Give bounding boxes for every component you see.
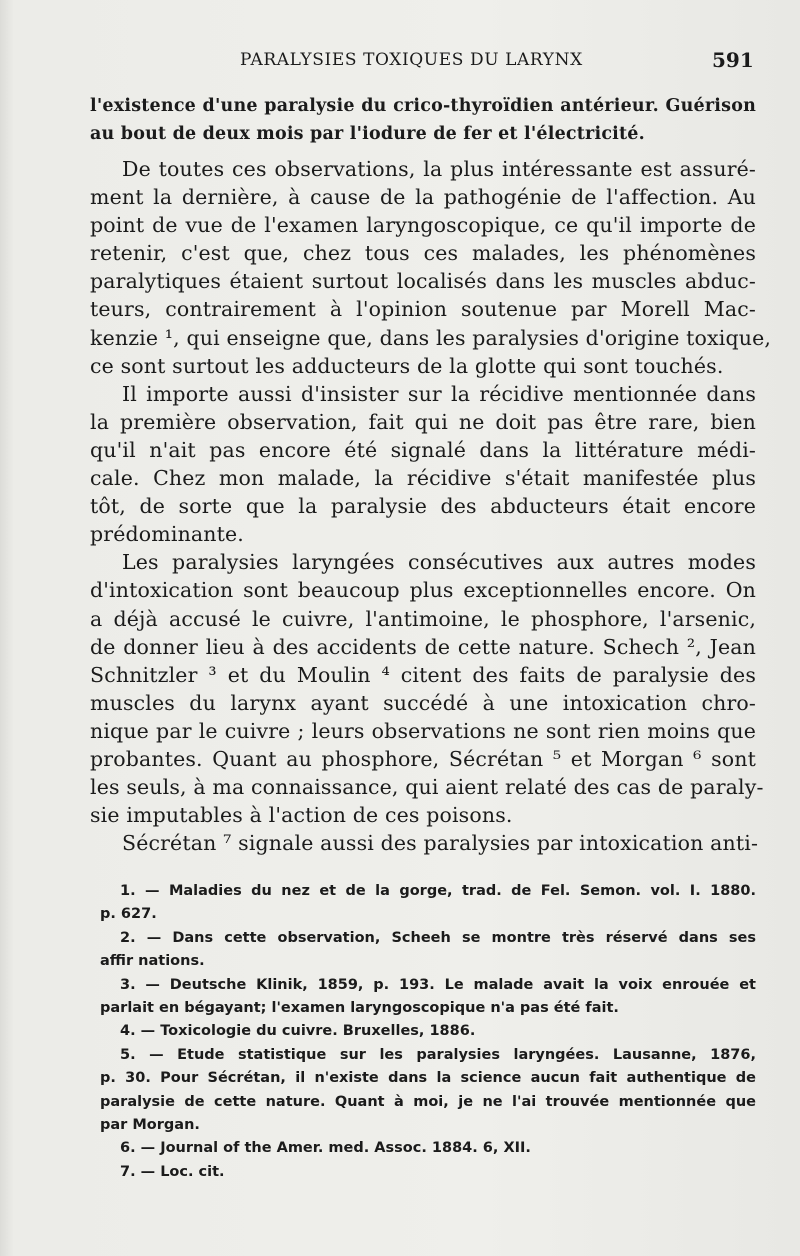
text-line: ce sont surtout les adducteurs de la glotte qui sont touchés. [90,353,724,378]
footnote-line: paralysie de cette nature. Quant à moi, je ne l'ai trouvée mentionnée que [100,1093,756,1110]
footnotes [100,880,756,1184]
text-line: ment la dernière, à cause de la pathogénie de l'affection. Au [90,185,756,210]
text-line: qu'il n'ait pas encore été signalé dans la littérature médi- [90,437,756,462]
text-line: au bout de deux mois par l'iodure de fer et l'électricité. [90,124,645,144]
footnote-line: 3. — Deutsche Klinik, 1859, p. 193. Le malade avait la voix enrouée et [120,976,756,993]
text-line: d'intoxication sont beaucoup plus exceptionnelles encore. On [90,578,756,603]
intro-paragraph [90,92,756,148]
body-text [90,92,772,857]
footnote-line: 1. — Maladies du nez et de la gorge, trad. de Fel. Semon. vol. I. 1880. [120,883,756,899]
footnote-line: 6. — Journal of the Amer. med. Assoc. 1884. 6, XII. [120,1140,531,1157]
footnote-list [100,880,756,1184]
text-line: prédominante. [90,522,244,547]
text-line: de donner lieu à des accidents de cette nature. Schech ², Jean [90,634,756,659]
text-line: a déjà accusé le cuivre, l'antimoine, le phosphore, l'arsenic, [90,606,756,631]
text-line: les seuls, à ma connaissance, qui aient relaté des cas de paraly- [90,775,764,800]
text-line: l'existence d'une paralysie du crico-thyroïdien antérieur. Guérison [90,96,756,116]
text-line: retenir, c'est que, chez tous ces malades, les phénomènes [90,241,756,266]
footnote-line: 2. — Dans cette observation, Scheeh se montre très réservé dans ses [120,929,756,946]
footnote-line: p. 30. Pour Sécrétan, il n'existe dans la science aucun fait authentique de [100,1070,756,1087]
text-line: la première observation, fait qui ne doit pas être rare, bien [90,409,756,434]
footnote-line: 7. — Loc. cit. [120,1163,225,1180]
text-line: Sécrétan ⁷ signale aussi des paralysies par intoxication anti- [122,831,759,856]
text-line: Il importe aussi d'insister sur la récidive mentionnée dans [122,381,756,406]
running-title: PARALYSIES TOXIQUES DU LARYNX [240,50,583,70]
page-number: 591 [712,48,754,72]
text-line: Les paralysies laryngées consécutives aux autres modes [122,550,756,575]
text-line: sie imputables à l'action de ces poisons. [90,803,513,828]
text-line: point de vue de l'examen laryngoscopique, ce qu'il importe de [90,213,756,238]
footnote-line: par Morgan. [100,1116,200,1133]
page-header [0,50,800,80]
footnote-line: p. 627. [100,906,157,923]
text-line: teurs, contrairement à l'opinion soutenue par Morell Mac- [90,297,756,322]
text-line: nique par le cuivre ; leurs observations ne sont rien moins que [90,718,756,743]
text-line: paralytiques étaient surtout localisés dans les muscles abduc- [90,269,756,294]
footnote-line: affir nations. [100,953,205,970]
text-line: probantes. Quant au phosphore, Sécrétan ⁵ et Morgan ⁶ sont [90,746,756,771]
footnote-line: 4. — Toxicologie du cuivre. Bruxelles, 1886. [120,1023,476,1040]
text-line: cale. Chez mon malade, la récidive s'était manifestée plus [90,466,756,491]
text-line: muscles du larynx ayant succédé à une intoxication chro- [90,690,756,715]
text-line: tôt, de sorte que la paralysie des abducteurs était encore [90,494,756,519]
text-line: Schnitzler ³ et du Moulin ⁴ citent des faits de paralysie des [90,662,756,687]
text-line: kenzie ¹, qui enseigne que, dans les paralysies d'origine toxique, [90,325,772,350]
footnote-line: 5. — Etude statistique sur les paralysies laryngées. Lausanne, 1876, [120,1046,756,1063]
footnote-line: parlait en bégayant; l'examen laryngoscopique n'a pas été fait. [100,999,619,1016]
main-text [90,155,772,857]
text-line: De toutes ces observations, la plus intéressante est assuré- [122,157,756,181]
